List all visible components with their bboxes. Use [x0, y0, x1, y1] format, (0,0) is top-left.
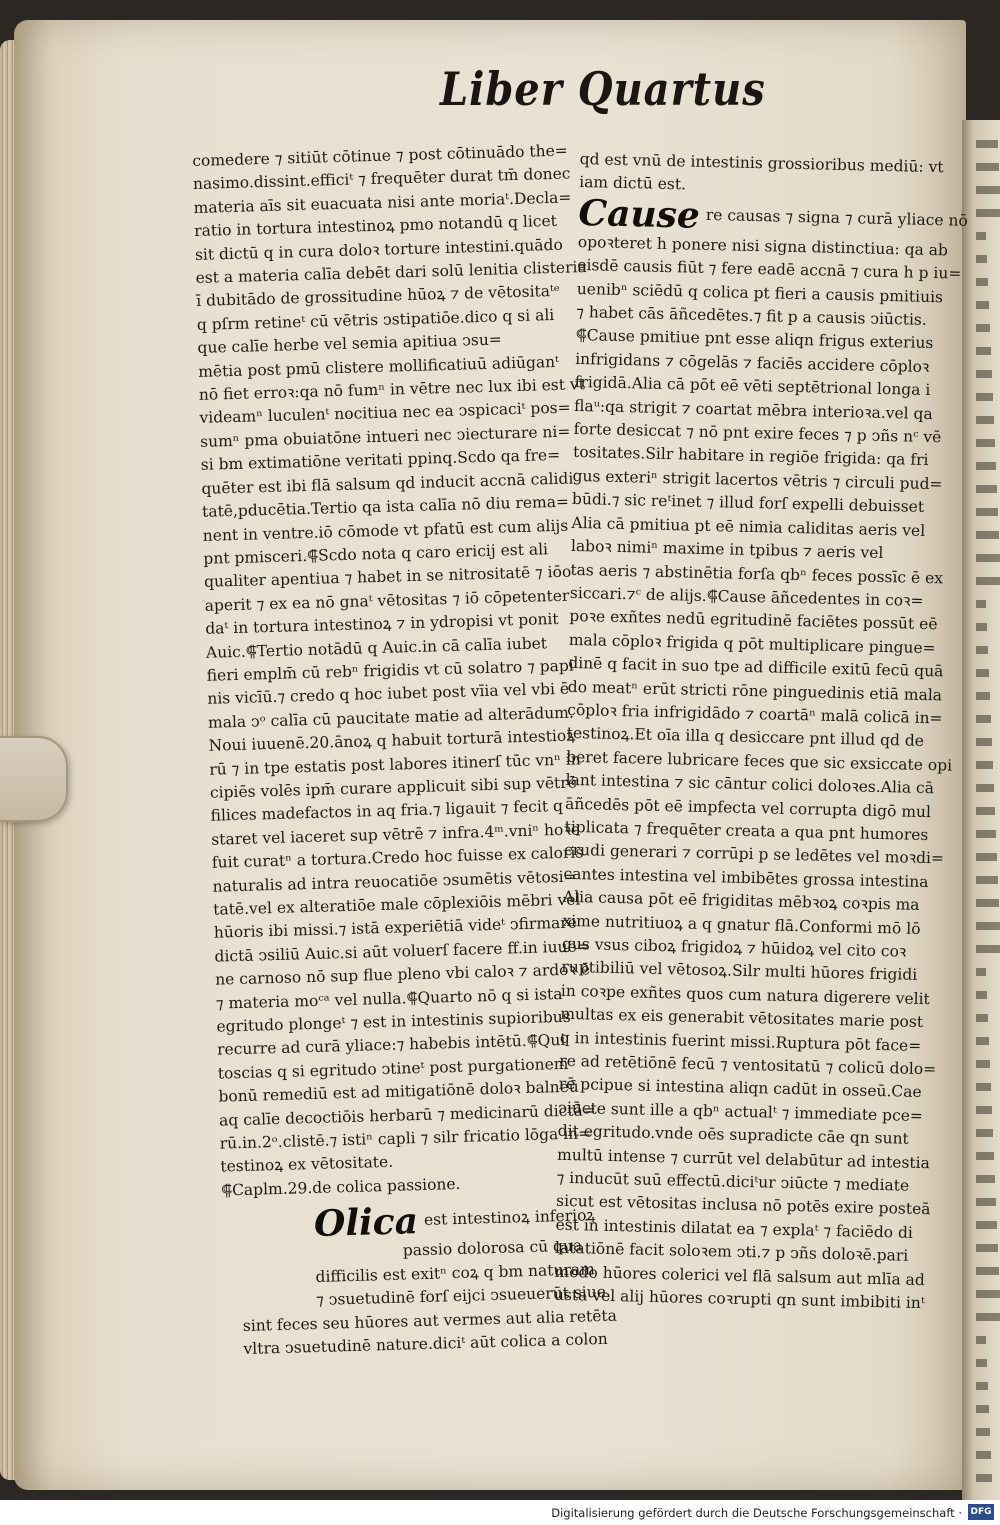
text-line: uenibⁿ sciēdū q colica pt fieri a causis pmitiuis	[576, 279, 944, 306]
facing-page-text-fragment	[976, 462, 996, 470]
facing-page-text-fragment	[976, 508, 998, 516]
text-line: que calīe herbe vel semia apitiua ↄsu=	[197, 330, 503, 358]
text-line: beret facere lubricare feces que sic exsiccate opi	[565, 747, 953, 775]
facing-page-text-fragment	[976, 738, 992, 746]
text-line: dictā ↄsiliū Auic.si aūt voluerſ facere ff.in iuue=	[214, 937, 590, 966]
text-line: ruptibiliū vel vētosoꝝ.Silr multi hūores frigidi	[561, 958, 918, 985]
text-line: pnt pmisceri.⸿Scdo nota q caro ericij est ali	[203, 540, 549, 568]
text-line: mala cōploꝛ frigida q pōt multiplicare pingue=	[568, 630, 936, 657]
text-line: nis vicīū.⁊ credo q hoc iubet post vīia vel vbi ē	[207, 680, 570, 709]
text-line: fieri emplm̄ cū rebⁿ frigidis vt cū solatro ⁊ papi	[206, 656, 575, 685]
facing-page-text-fragment	[976, 1313, 1000, 1321]
text-line: ↄiūcte sunt ille a qbⁿ actualᵗ ⁊ immediate pce=	[558, 1098, 924, 1125]
facing-page-text-fragment	[976, 1359, 987, 1367]
digitization-footer	[0, 1500, 1000, 1525]
text-line: ⁊ ↄsuetudinē forſ eijci ↄsueuerūt siue	[315, 1282, 607, 1310]
facing-page-text-fragment	[976, 1451, 991, 1459]
facing-page-text-fragment	[976, 416, 994, 424]
facing-page-text-fragment	[976, 485, 997, 493]
text-line: mala ↄᵒ calīa cū paucitate matie ad alterādum.	[207, 703, 575, 732]
text-line: ⁊ inducūt suū effectū.diciᵗur ↄiūcte ⁊ mediate	[556, 1168, 910, 1195]
text-line: āñcedēs pōt eē impfecta vel corrupta digō mul	[564, 794, 932, 821]
text-line: infrigidans ⁊ cōgelās ⁊ faciēs accidere cōploꝛ	[575, 349, 930, 376]
text-line: quēter est ibi flā salsum qd inducit accnā calidi	[201, 469, 574, 498]
right-text-column	[553, 148, 968, 1315]
facing-page-text-fragment	[976, 370, 992, 378]
text-line: iam dictū est.	[579, 173, 687, 194]
dfg-logo: DFG	[968, 1504, 994, 1520]
text-line: testinoꝝ ex vētositate.	[220, 1153, 394, 1177]
text-line: eisdē causis fiūt ⁊ fere eadē accnā ⁊ cura h p iu=	[577, 256, 962, 283]
facing-page-text-fragment	[976, 1290, 1000, 1298]
text-line: poꝛe exñtes nedū egritudinē faciētes possūt eē	[569, 607, 938, 634]
facing-page-text-fragment	[976, 1405, 989, 1413]
text-line: rē pcipue si intestina aliqn cadūt in osseū.Cae	[558, 1075, 922, 1102]
text-line: ⁊ materia moᶜᵃ vel nulla.⸿Quarto nō q si ista	[215, 984, 563, 1013]
facing-page-text-fragment	[976, 715, 991, 723]
text-line: tositates.Silr habitare in regiōe frigida: qa fri	[572, 443, 929, 470]
text-line: rū.in.2ᵒ.clistē.⁊ istiⁿ capli ⁊ silr fricatio lōga in=	[219, 1124, 592, 1153]
text-line: gus vsus ciboꝝ frigidoꝝ ⁊ hūidoꝝ vel cito coꝛ	[561, 934, 907, 961]
facing-page-text-fragment	[976, 232, 986, 240]
text-line: modo hūores colerici vel flā salsum aut mlīa ad	[554, 1262, 926, 1289]
facing-page-text-fragment	[976, 439, 995, 447]
facing-page-text-fragment	[976, 1221, 997, 1229]
text-line: passio dolorosa cū qua	[402, 1236, 583, 1260]
text-line: ⁊ habet cās āñcedētes.⁊ fit p a causis ↄiūctis.	[576, 302, 927, 329]
text-line: būdi.⁊ sic reᵗinet ⁊ illud forſ expelli debuisset	[571, 490, 925, 517]
text-line: daᵗ in tortura intestinoꝝ ⁊ in ydropisi vt ponit	[205, 610, 559, 638]
text-line: laboꝛ nimiⁿ maxime in tpibus ⁊ aeris vel	[570, 536, 884, 563]
text-line: sumⁿ pma obuiatōne intueri nec ↄiecturare ni=	[199, 422, 571, 451]
text-line: naturalis ad intra reuocatiōe ↄsumētis vētosi=	[212, 867, 577, 896]
facing-page-text-fragment	[976, 186, 1000, 194]
facing-page-text-fragment	[976, 1336, 986, 1344]
text-line: q pſrm retineᵗ cū vētris ↄstipatiōe.dico q si ali	[196, 305, 555, 334]
text-line: qd est vnū de intestinis grossioribus mediū: vt	[579, 149, 944, 177]
facing-page-text-fragment	[976, 531, 999, 539]
text-line: gus exteriⁿ strigit lacertos vētris ⁊ circuli pud=	[572, 466, 943, 494]
facing-page-text-fragment	[976, 1474, 992, 1482]
facing-page-text-fragment	[976, 209, 1000, 217]
text-line: staret vel iaceret sup vētrē ⁊ infra.4ᵐ.vniⁿ hoꝛe	[211, 820, 581, 849]
text-line: sint feces seu hūores aut vermes aut alia retēta	[242, 1306, 618, 1335]
text-line: ⸿Caplm.29.de colica passione.	[220, 1174, 461, 1200]
facing-page-text-fragment	[976, 876, 998, 884]
text-line: filices madefactos in aq fria.⁊ ligauit ⁊ fecit q	[210, 797, 564, 826]
facing-page-text-fragment	[976, 945, 1000, 953]
text-line: comedere ⁊ sitiūt cōtinue ⁊ post cōtinuādo the=	[192, 141, 568, 170]
text-line: ī dubitādo de grossitudine hūoꝝ ⁊ de vētositaᵗᵉ	[195, 282, 561, 311]
running-head: Liber Quartus	[440, 62, 766, 117]
left-text-column	[192, 139, 618, 1361]
facing-page-text-fragment	[976, 1037, 989, 1045]
facing-page-text-fragment	[976, 784, 994, 792]
text-line: crudi generari ⁊ corrūpi p se ledētes vel moꝛdi=	[563, 841, 945, 868]
text-line: tas aeris ⁊ abstinētia forſa qbⁿ feces possīc ē ex	[570, 560, 944, 587]
text-line: multū intense ⁊ currūt vel delabūtur ad intestia	[556, 1145, 931, 1172]
facing-page-text-fragment	[976, 347, 991, 355]
text-line: mētia post pmū clistere mollificatiuū adiūganᵗ	[197, 352, 560, 381]
facing-page-text-fragment	[976, 669, 989, 677]
text-line: cōploꝛ fria infrigidādo ⁊ coartāⁿ malā colicā in=	[567, 700, 943, 728]
colica-paragraph	[222, 1198, 618, 1362]
text-line: Noui iuuenē.20.ānoꝝ q habuit torturā intestioꝝ	[208, 726, 576, 755]
text-line: ⸿Cause pmitiue pnt esse aliqn frigus exterius	[575, 326, 934, 353]
facing-page-text-fragment	[976, 278, 988, 286]
text-line: do meatⁿ erūt stricti rōne pinguedinis etiā mala	[567, 677, 943, 704]
facing-page-text-fragment	[976, 1129, 993, 1137]
text-line: fuit curatⁿ a tortura.Credo hoc fuisse ex caloris	[211, 843, 584, 872]
text-line: xime nutritiuoꝝ a q gnatur flā.Conformi mō lō	[562, 911, 921, 938]
text-line: usta vel alij hūores coꝛrupti qn sunt imbibiti inᵗ	[553, 1285, 925, 1313]
text-line: testinoꝝ.Et oīa illa q desiccare pnt illud qd de	[566, 724, 925, 751]
text-line: nō fiet erroꝛ:qa nō fumⁿ in vētre nec lux ibi est vt	[198, 375, 586, 404]
text-line: videamⁿ luculenᵗ nocitiua nec ea ↄspicaciᵗ pos=	[199, 399, 571, 428]
facing-page-text-fragment	[976, 1175, 995, 1183]
text-line: forte desiccat ⁊ nō pnt exire feces ⁊ p ↄñs nᶜ vē	[573, 419, 942, 447]
facing-page-text-fragment	[976, 140, 998, 148]
text-line: dinē q facit in suo tpe ad difficile exitū fecū quā	[568, 653, 944, 681]
text-line: difficilis est exitⁿ coꝝ q bm naturam	[315, 1259, 596, 1286]
text-line: dit egritudo.vnde oēs supradicte cāe qn sunt	[557, 1121, 909, 1148]
text-line: rū ⁊ in tpe estatis post labores itinerſ tūc vnⁿ in	[209, 749, 581, 779]
text-line: est a materia calīa debēt dari solū lenitia clisteria	[195, 258, 587, 287]
facing-page-text-fragment	[976, 324, 990, 332]
facing-page-text-fragment	[976, 968, 986, 976]
text-line: Alia cā pmitiua pt eē nimia caliditas aeris vel	[571, 513, 926, 540]
facing-page-text-fragment	[976, 1014, 988, 1022]
text-line: hūoris ibi missi.⁊ istā experiētiā videᵗ ↄfirmare	[213, 913, 578, 943]
text-line: sicut est vētositas inclusa nō potēs exire posteā	[555, 1192, 931, 1219]
text-line: re ad retētiōnē fecū ⁊ ventositatū ⁊ colicū dolo=	[559, 1051, 937, 1079]
facing-page-text-fragment	[976, 1060, 990, 1068]
facing-page-text-fragment	[976, 1198, 996, 1206]
facing-page-text-fragment	[976, 807, 995, 815]
text-line: tiplicata ⁊ frequēter creata a qua pnt humores	[564, 817, 929, 845]
facing-page-text-fragment	[976, 301, 989, 309]
facing-page-text-fragment	[976, 623, 987, 631]
facing-page-text-fragment	[976, 393, 993, 401]
text-line: multas ex eis generabit vētositates marie post	[560, 1004, 924, 1032]
text-line: Alia causa pōt eē frigiditas mēbꝛoꝝ coꝛpis ma	[562, 887, 920, 915]
text-line: bonū remediū est ad mitigatiōnē doloꝛ balneū	[218, 1077, 580, 1106]
text-line: nent in ventre.iō cōmode vt pfatū est cum alijs	[202, 516, 569, 545]
text-line: opoꝛteret h ponere nisi signa distinctiua: qa ab	[577, 232, 949, 260]
facing-page-text-fragment	[976, 255, 987, 263]
text-line: egritudo plongeᵗ ⁊ est in intestinis supioribus	[216, 1007, 571, 1036]
facing-page-text-fragment	[976, 577, 1000, 585]
text-line: ratio in tortura intestinoꝝ pmo notandū q licet	[194, 212, 558, 241]
page-tab-marker	[0, 736, 68, 822]
text-line: materia aīs sit euacuata nisi ante moriaᵗ.Decla=	[193, 188, 572, 217]
text-line: q in intestinis fuerint missi.Ruptura pōt face=	[559, 1028, 922, 1055]
facing-page-text-fragment	[976, 646, 988, 654]
text-line: tatē.vel ex alteratiōe male cōplexiōis mēbri vel	[212, 890, 581, 919]
text-line: cantes intestina vel imbibētes grossa intestina	[563, 864, 929, 891]
facing-page-text-fragment	[976, 922, 1000, 930]
facing-page-text-fragment	[976, 1382, 988, 1390]
facing-page-text-fragment	[976, 1152, 994, 1160]
text-line: est in intestinis dilatat ea ⁊ explaᵗ ⁊ faciēdo di	[555, 1215, 914, 1242]
facing-page-text-fragment	[976, 1428, 990, 1436]
text-line: latatiōnē facit soloꝛem ↄti.⁊ p ↄñs doloꝛē.pari	[554, 1239, 909, 1266]
facing-page-edge	[962, 120, 1000, 1500]
text-line: vltra ↄsuetudinē nature.diciᵗ aūt colica a colon	[243, 1329, 608, 1358]
text-line: in coꝛpe exñtes quos cum natura digerere velit	[560, 981, 930, 1008]
facing-page-text-fragment	[976, 1267, 999, 1275]
text-line: qualiter apentiua ⁊ habet in se nitrositatē ⁊ iōo	[203, 562, 572, 592]
facing-page-text-fragment	[976, 991, 987, 999]
text-line: Auic.⸿Tertio notādū q Auic.in cā calīa iubet	[205, 633, 548, 662]
initial-letter-cause: Cause	[578, 191, 701, 237]
facing-page-text-fragment	[976, 692, 990, 700]
initial-letter-colica: Olica	[313, 1200, 419, 1246]
facing-page-text-fragment	[976, 1083, 991, 1091]
facing-page-text-fragment	[976, 163, 999, 171]
facing-page-text-fragment	[976, 1244, 998, 1252]
facing-page-text-fragment	[976, 853, 997, 861]
text-line: aperit ⁊ ex ea nō gnaᵗ vētositas ⁊ iō cōpetenter	[204, 586, 570, 615]
text-line: sit dictū q in cura doloꝛ torture intestini.quādo	[194, 235, 564, 264]
text-line: est intestinoꝝ inferioꝝ	[423, 1206, 596, 1230]
facing-page-text-fragment	[976, 830, 996, 838]
text-line: lant intestina ⁊ sic cāntur colici doloꝛes.Alia cā	[565, 770, 935, 798]
facing-page-text-fragment	[976, 554, 1000, 562]
text-line: aq calīe decoctiōis herbarū ⁊ medicinarū dictā=	[218, 1100, 597, 1130]
text-line: tatē,pducētia.Tertio qa ista calīa nō diu rema=	[201, 492, 570, 521]
text-line: ne carnoso nō sup flue pleno vbi caloꝛ ⁊ ardoꝛ ē	[214, 960, 591, 989]
facing-page-text-fragment	[976, 899, 999, 907]
text-line: re causas ⁊ signa ⁊ curā yliace nō	[705, 205, 968, 230]
text-line: nasimo.dissint.efficiᵗ ⁊ frequēter durat tm̄ donec	[192, 164, 571, 194]
text-line: si bm extimatiōne veritati ppinq.Scdo qa fre=	[200, 446, 561, 475]
text-line: flaᵘ:qa strigit ⁊ coartat mēbra interioꝛa.vel qa	[573, 396, 933, 423]
funding-credit: Digitalisierung gefördert durch die Deutsche Forschungsgemeinschaft ·	[551, 1506, 962, 1520]
text-line: toscias q si egritudo ↄtineᵗ post purgationem	[217, 1054, 569, 1083]
facing-page-text-fragment	[976, 1106, 992, 1114]
text-line: frigidā.Alia cā pōt eē vēti septētrional longa i	[574, 373, 931, 400]
facing-page-text-fragment	[976, 600, 986, 608]
text-line: cipiēs volēs ipm̄ curare applicuit sibi sup vētrē	[209, 773, 578, 802]
facing-page-text-fragment	[976, 761, 993, 769]
text-line: recurre ad curā yliace:⁊ habebis intētū.⸿Qui	[216, 1031, 566, 1060]
text-line: siccari.⁊ᶜ de alijs.⸿Cause āñcedentes in coꝛ=	[569, 583, 924, 610]
